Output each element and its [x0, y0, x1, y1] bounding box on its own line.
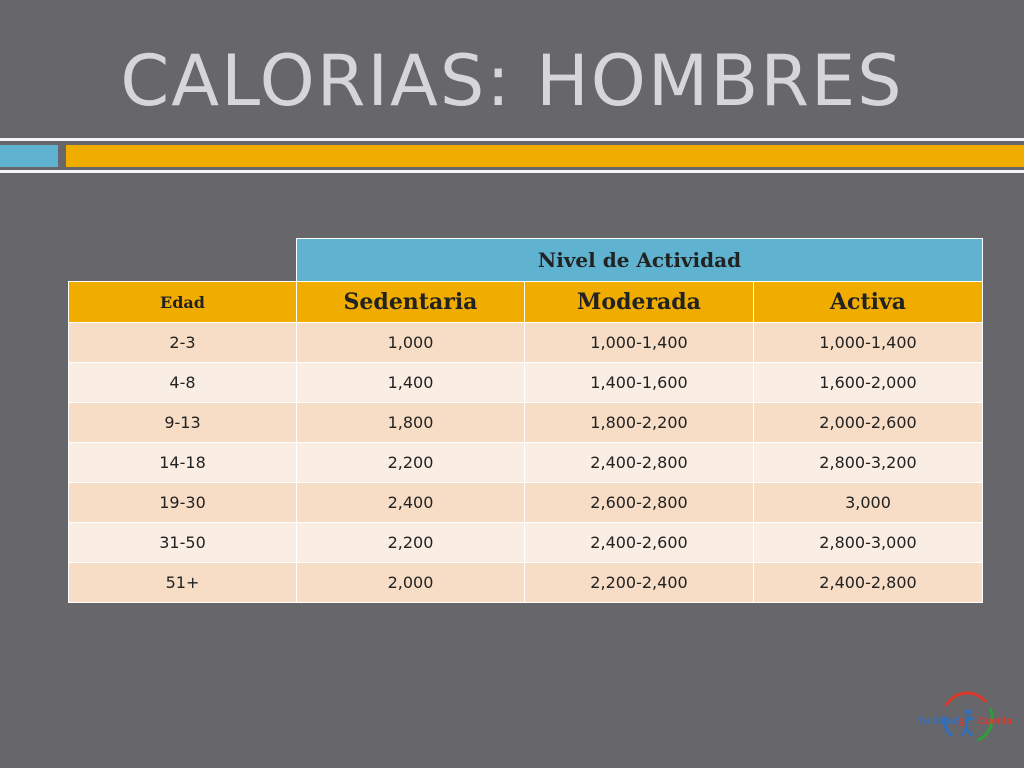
table-row — [69, 363, 983, 403]
table-cell: 2,400-2,600 — [525, 523, 754, 563]
tu-salud-logo — [916, 690, 1012, 746]
table-cell: 1,000-1,400 — [754, 323, 983, 363]
table-cell: 31-50 — [69, 523, 297, 563]
table-cell: 3,000 — [754, 483, 983, 523]
calories-table — [68, 238, 983, 603]
accent-band-gold — [66, 145, 1024, 167]
table-row — [69, 443, 983, 483]
table-cell: 2,400-2,800 — [754, 563, 983, 603]
table-cell: 2,600-2,800 — [525, 483, 754, 523]
table-cell: 14-18 — [69, 443, 297, 483]
table-row — [69, 563, 983, 603]
table-cell: 51+ — [69, 563, 297, 603]
table-cell: 2,400-2,800 — [525, 443, 754, 483]
table-cell: 2,200 — [297, 443, 525, 483]
table-row — [69, 323, 983, 363]
bottom-divider — [0, 170, 1024, 173]
activity-level-header: Nivel de Actividad — [297, 239, 983, 282]
table-cell: 1,400-1,600 — [525, 363, 754, 403]
group-header-row — [69, 239, 983, 282]
table-cell: 1,000-1,400 — [525, 323, 754, 363]
accent-band-blue — [0, 145, 58, 167]
table-cell: 2,200 — [297, 523, 525, 563]
column-header-active: Activa — [754, 282, 983, 323]
table-cell: 2,000 — [297, 563, 525, 603]
table-row — [69, 523, 983, 563]
table-cell: 1,000 — [297, 323, 525, 363]
table-cell: 2,400 — [297, 483, 525, 523]
table-cell: 1,600-2,000 — [754, 363, 983, 403]
table-cell: 4-8 — [69, 363, 297, 403]
column-header-row — [69, 282, 983, 323]
table-cell: 2,000-2,600 — [754, 403, 983, 443]
logo-right-text: Cuenta — [978, 716, 1012, 727]
column-header-sedentary: Sedentaria — [297, 282, 525, 323]
logo-center-text: S — [958, 718, 965, 729]
table-cell: 19-30 — [69, 483, 297, 523]
table-cell: 1,800-2,200 — [525, 403, 754, 443]
top-divider — [0, 138, 1024, 141]
table-cell: 9-13 — [69, 403, 297, 443]
table-cell: 1,800 — [297, 403, 525, 443]
slide-title: CALORIAS: HOMBRES — [120, 40, 904, 122]
table-cell: 2,800-3,200 — [754, 443, 983, 483]
table-row — [69, 483, 983, 523]
column-header-age: Edad — [69, 282, 297, 323]
table-cell: 2,800-3,000 — [754, 523, 983, 563]
empty-corner-cell — [69, 239, 297, 282]
column-header-moderate: Moderada — [525, 282, 754, 323]
table-cell: 2,200-2,400 — [525, 563, 754, 603]
table-cell: 1,400 — [297, 363, 525, 403]
table-cell: 2-3 — [69, 323, 297, 363]
logo-left-text: Tu Salud — [918, 716, 960, 727]
table-row — [69, 403, 983, 443]
